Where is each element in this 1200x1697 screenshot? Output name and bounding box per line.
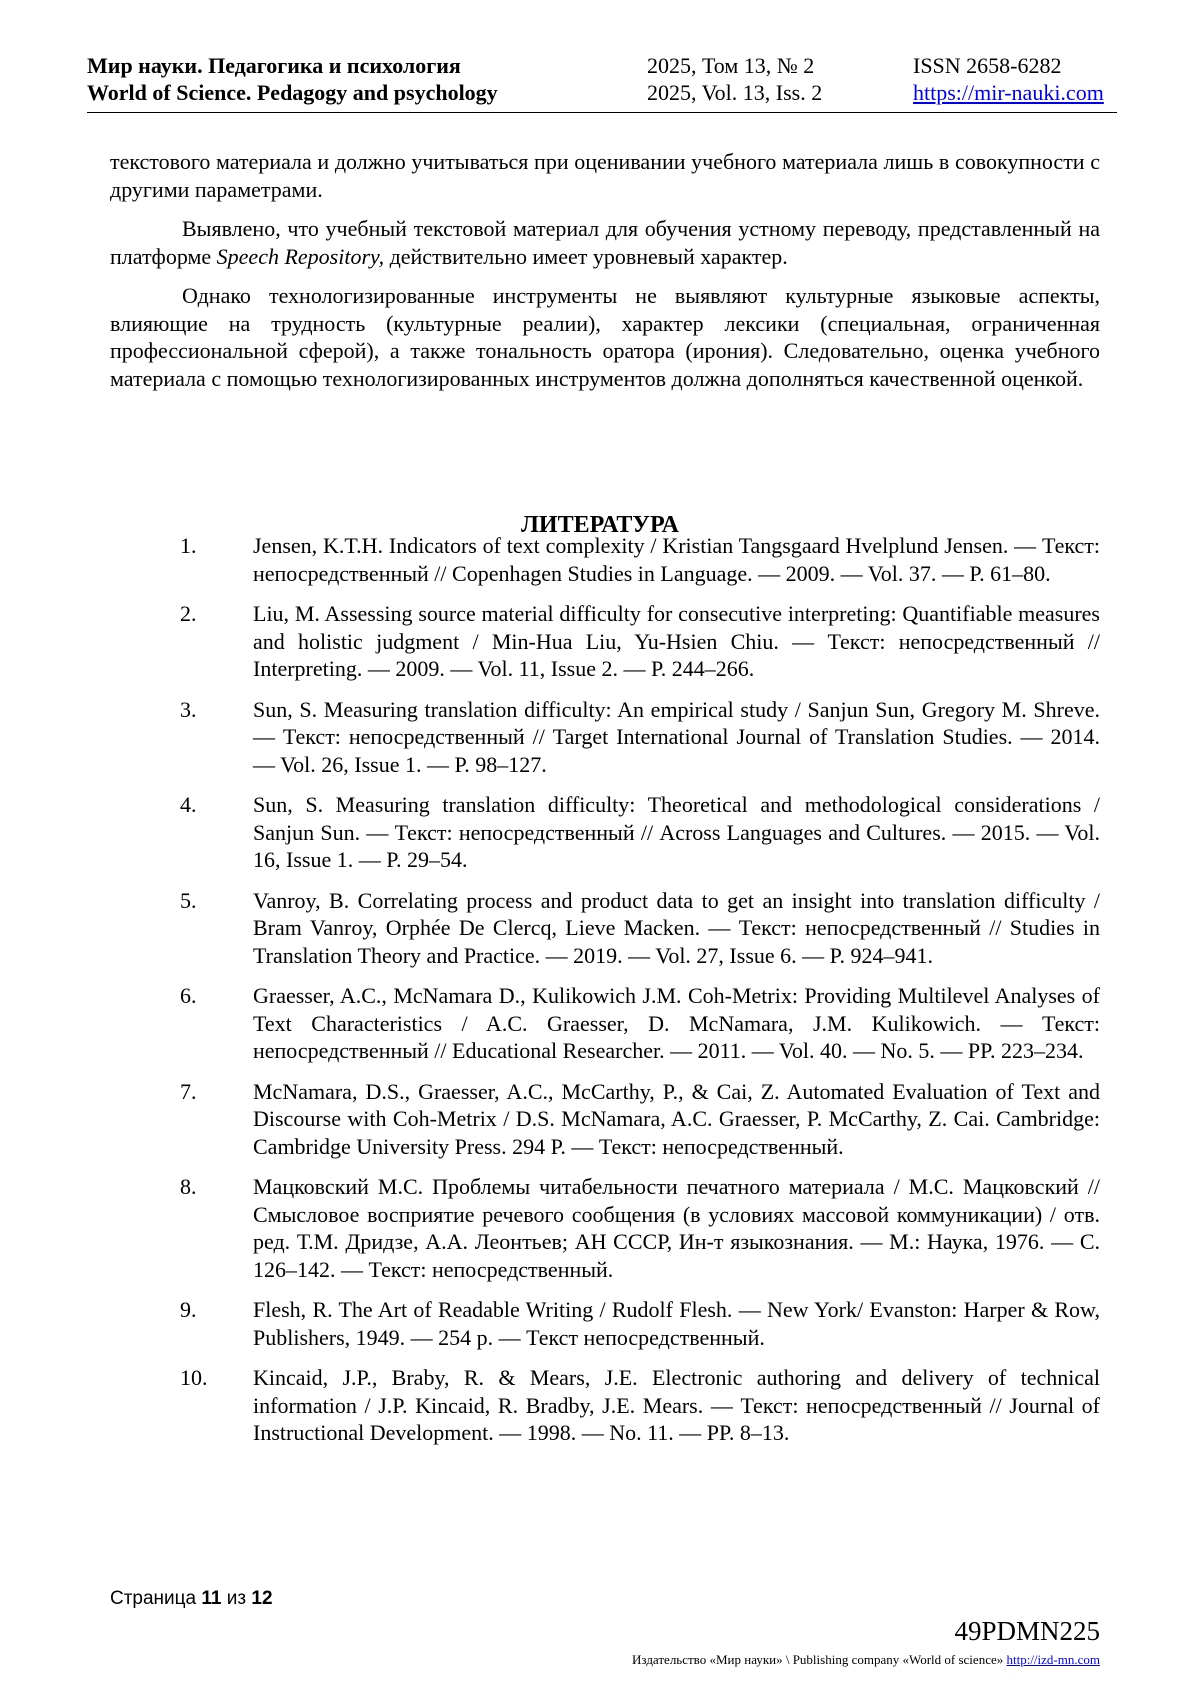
reference-item [180,1173,1100,1283]
reference-item [180,1364,1100,1447]
page-of: из [226,1588,247,1609]
reference-number: 10. [180,1365,208,1390]
paragraph-2-end: действительно имеет уровневый характер. [384,243,788,269]
volume-ru: 2025, Том 13, № 2 [647,53,815,78]
references-heading: ЛИТЕРАТУРА [521,511,679,538]
volume-en: 2025, Vol. 13, Iss. 2 [647,80,823,105]
reference-number: 8. [180,1174,197,1199]
page-total: 12 [251,1588,273,1609]
paragraph-2 [110,215,1100,270]
reference-number: 5. [180,887,197,913]
article-code: 49PDMN225 [954,1616,1100,1646]
body-text [110,148,1100,404]
page-label: Страница [110,1588,197,1609]
page-counter [110,1588,273,1610]
reference-text: Sun, S. Measuring translation difficulty: Theoretical and methodological considerations / Sanjun Sun. — Текст: непосредственный // Across Languages and Cultures. — 2015. — Vol. 16, Issue 1. — P. 29–54. [253,792,1100,872]
reference-number: 9. [180,1297,197,1322]
reference-item [180,791,1100,874]
references-list [180,532,1100,1460]
reference-text: Kincaid, J.P., Braby, R. & Mears, J.E. Electronic authoring and delivery of technical information / J.P. Kincaid, R. Bradby, J.E. Mears. — Текст: непосредственный // Journal of Instructional Development. — 1998. — No. 11. — PP. 8–13. [253,1365,1100,1445]
reference-number: 6. [180,983,197,1008]
reference-text: Jensen, K.T.H. Indicators of text complexity / Kristian Tangsgaard Hvelplund Jensen. — Текст: непосредственный // Copenhagen Studies in Language. — 2009. — Vol. 37. — P. 61–80. [253,533,1100,586]
reference-item [180,696,1100,779]
paragraph-2-start: Выявлено, что учебный текстовой материал для обучения устному переводу, представленный на платформе [110,216,1100,269]
reference-number: 4. [180,792,197,817]
reference-item [180,887,1100,970]
paragraph-3: Однако технологизированные инструменты не выявляют культурные языковые аспекты, влияющие на трудность (культурные реалии), характер лексики (специальная, ограниченная профессиональной сферой), а также тональность оратора (ирония). Следовательно, оценка учебного материала с помощью технологизированных инструментов должна дополняться качественной оценкой. [110,283,1100,391]
reference-number: 3. [180,696,197,722]
reference-item [180,532,1100,587]
reference-item [180,600,1100,683]
speech-repository-term: Speech Repository, [216,243,385,269]
journal-title-ru: Мир науки. Педагогика и психология [87,53,461,78]
reference-number: 7. [180,1078,197,1104]
page-current: 11 [201,1588,222,1609]
reference-item [180,1296,1100,1351]
reference-text: Flesh, R. The Art of Readable Writing / Rudolf Flesh. — New York/ Evanston: Harper & Row, Publishers, 1949. — 254 p. — Текст непосредственный. [253,1297,1100,1350]
running-header [87,52,1117,113]
reference-text: Sun, S. Measuring translation difficulty: An empirical study / Sanjun Sun, Gregory M. Shreve. — Текст: непосредственный // Target International Journal of Translation Studies. — 2014. — Vol. 26, Issue 1. — P. 98–127. [253,696,1100,777]
volume-block [647,52,822,106]
reference-text: McNamara, D.S., Graesser, A.C., McCarthy, P., & Cai, Z. Automated Evaluation of Text and Discourse with Coh-Metrix / D.S. McNamara, A.C. Graesser, P. McCarthy, Z. Cai. Cambridge: Cambridge University Press. 294 P. — Текст: непосредственный. [253,1078,1100,1159]
publisher-line [632,1652,1100,1668]
paragraph-1: текстового материала и должно учитываться при оценивании учебного материала лишь в совокупности с другими параметрами. [110,149,1100,202]
reference-text: Мацковский М.С. Проблемы читабельности печатного материала / М.С. Мацковский // Смысловое восприятие речевого сообщения (в условиях массовой коммуникации) / отв. ред. Т.М. Дридзе, А.А. Леонтьев; АН СССР, Ин-т языкознания. — М.: Наука, 1976. — С. 126–142. — Текст: непосредственный. [253,1174,1100,1282]
journal-site-link[interactable]: https://mir-nauki.com [913,80,1104,105]
journal-title-block [87,52,498,106]
publisher-link[interactable]: http://izd-mn.com [1006,1652,1100,1667]
publisher-text: Издательство «Мир науки» \ Publishing company «World of science» [632,1652,1007,1667]
reference-item [180,1078,1100,1161]
issn-block [913,52,1104,106]
reference-text: Vanroy, B. Correlating process and product data to get an insight into translation difficulty / Bram Vanroy, Orphée De Clercq, Lieve Macken. — Текст: непосредственный // Studies in Translation Theory and Practice. — 2019. — Vol. 27, Issue 6. — P. 924–941. [253,887,1100,968]
issn: ISSN 2658-6282 [913,53,1062,78]
reference-text: Liu, M. Assessing source material difficulty for consecutive interpreting: Quantifiable measures and holistic judgment / Min-Hua Liu, Yu-Hsien Chiu. — Текст: непосредственный // Interpreting. — 2009. — Vol. 11, Issue 2. — P. 244–266. [253,601,1100,681]
reference-text: Graesser, A.C., McNamara D., Kulikowich J.M. Coh-Metrix: Providing Multilevel Analyses of Text Characteristics / A.C. Graesser, D. McNamara, J.M. Kulikowich. — Текст: непосредственный // Educational Researcher. — 2011. — Vol. 40. — No. 5. — PP. 223–234. [253,983,1100,1063]
reference-number: 2. [180,601,197,626]
journal-title-en: World of Science. Pedagogy and psychology [87,80,498,105]
reference-number: 1. [180,533,197,558]
reference-item [180,982,1100,1065]
